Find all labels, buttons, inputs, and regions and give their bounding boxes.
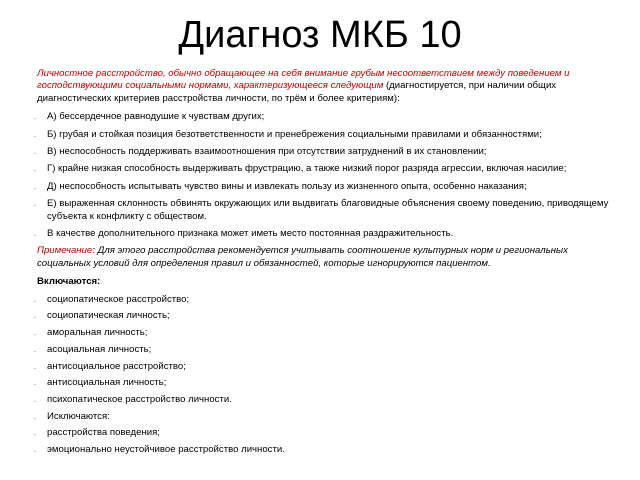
include-item — [34, 393, 619, 406]
criterion-text: Е) выраженная склонность обвинять окружающих или выдвигать благовидные объяснения своему поведению, приводящему субъекта к конфликту с обществом. — [47, 198, 609, 222]
bullet-marker: . — [34, 380, 36, 388]
bullet-marker: . — [34, 149, 36, 157]
include-item — [34, 293, 619, 306]
exclude-text: эмоционально неустойчивое расстройство личности. — [47, 444, 285, 456]
bullet-marker: . — [34, 201, 36, 209]
criterion-text: А) бессердечное равнодушие к чувствам других; — [47, 111, 265, 123]
additional-sign-item — [34, 228, 619, 240]
criterion-item — [34, 111, 619, 123]
bullet-marker: . — [34, 166, 36, 174]
bullet-marker: . — [34, 346, 36, 354]
criterion-text: Г) крайне низкая способность выдерживать фрустрацию, а также низкий порог разряда агрессии, включая насилие; — [47, 163, 567, 175]
additional-sign-text: В качестве дополнительного признака может иметь место постоянная раздражительность. — [47, 228, 454, 240]
include-text: социопатическое расстройство; — [47, 293, 190, 305]
bullet-marker: . — [34, 447, 36, 455]
note-paragraph — [37, 245, 619, 270]
criterion-item — [34, 146, 619, 158]
bullet-marker: . — [34, 114, 36, 122]
criterion-text: В) неспособность поддерживать взаимоотношения при отсутствии затруднений в их становлении; — [47, 146, 487, 158]
include-item — [34, 360, 619, 373]
bullet-marker: . — [34, 131, 36, 139]
intro-criteria-note: (диагностируется, при наличии общих диагностических критериев расстройства личности, по трём и более критериям): — [37, 80, 557, 104]
criterion-text: Б) грубая и стойкая позиция безответственности и пренебрежения социальными правилами и обязанностями; — [47, 128, 542, 140]
bullet-marker: . — [34, 330, 36, 338]
note-label: Примечание — [37, 245, 93, 257]
bullet-marker: . — [34, 231, 36, 239]
include-item — [34, 327, 619, 339]
include-text: социопатическая личность; — [47, 310, 170, 322]
include-item — [34, 310, 619, 322]
include-item — [34, 377, 619, 389]
exclude-item — [34, 427, 619, 439]
criterion-item — [34, 163, 619, 175]
include-text: аморальная личность; — [47, 327, 148, 339]
include-text: психопатическое расстройство личности. — [47, 393, 232, 405]
bullet-marker: . — [34, 296, 36, 304]
slide-body — [34, 68, 619, 461]
criterion-item — [34, 180, 619, 193]
exclude-item — [34, 444, 619, 456]
intro-paragraph — [37, 68, 619, 105]
slide-title: Диагноз МКБ 10 — [178, 14, 462, 56]
intro-definition: Личностное расстройство, обычно обращающее на себя внимание грубым несоответствием между поведением и господствующими социальными нормами, характеризующееся следующим — [37, 68, 570, 92]
include-text: антисоциальная личность; — [47, 377, 167, 389]
note-text: : Для этого расстройства рекомендуется учитывать соотношение культурных норм и региональных социальных условий для определения правил и обязанностей, которые игнорируются пациентом. — [37, 245, 568, 269]
bullet-marker: . — [34, 183, 36, 191]
bullet-marker: . — [34, 396, 36, 404]
criterion-text: Д) неспособность испытывать чувство вины и извлекать пользу из жизненного опыта, особенно наказания; — [47, 180, 527, 192]
bullet-marker: . — [34, 313, 36, 321]
include-text: асоциальная личность; — [47, 343, 152, 355]
include-item — [34, 343, 619, 356]
include-text: антисоциальное расстройство; — [47, 360, 186, 372]
includes-heading: Включаются: — [37, 276, 101, 288]
excludes-heading: Исключаются: — [47, 410, 110, 422]
bullet-marker: . — [34, 430, 36, 438]
excludes-heading-item — [34, 410, 619, 423]
bullet-marker: . — [34, 363, 36, 371]
exclude-text: расстройства поведения; — [47, 427, 160, 439]
criterion-item — [34, 128, 619, 141]
bullet-marker: . — [34, 413, 36, 421]
criterion-item — [34, 198, 619, 223]
